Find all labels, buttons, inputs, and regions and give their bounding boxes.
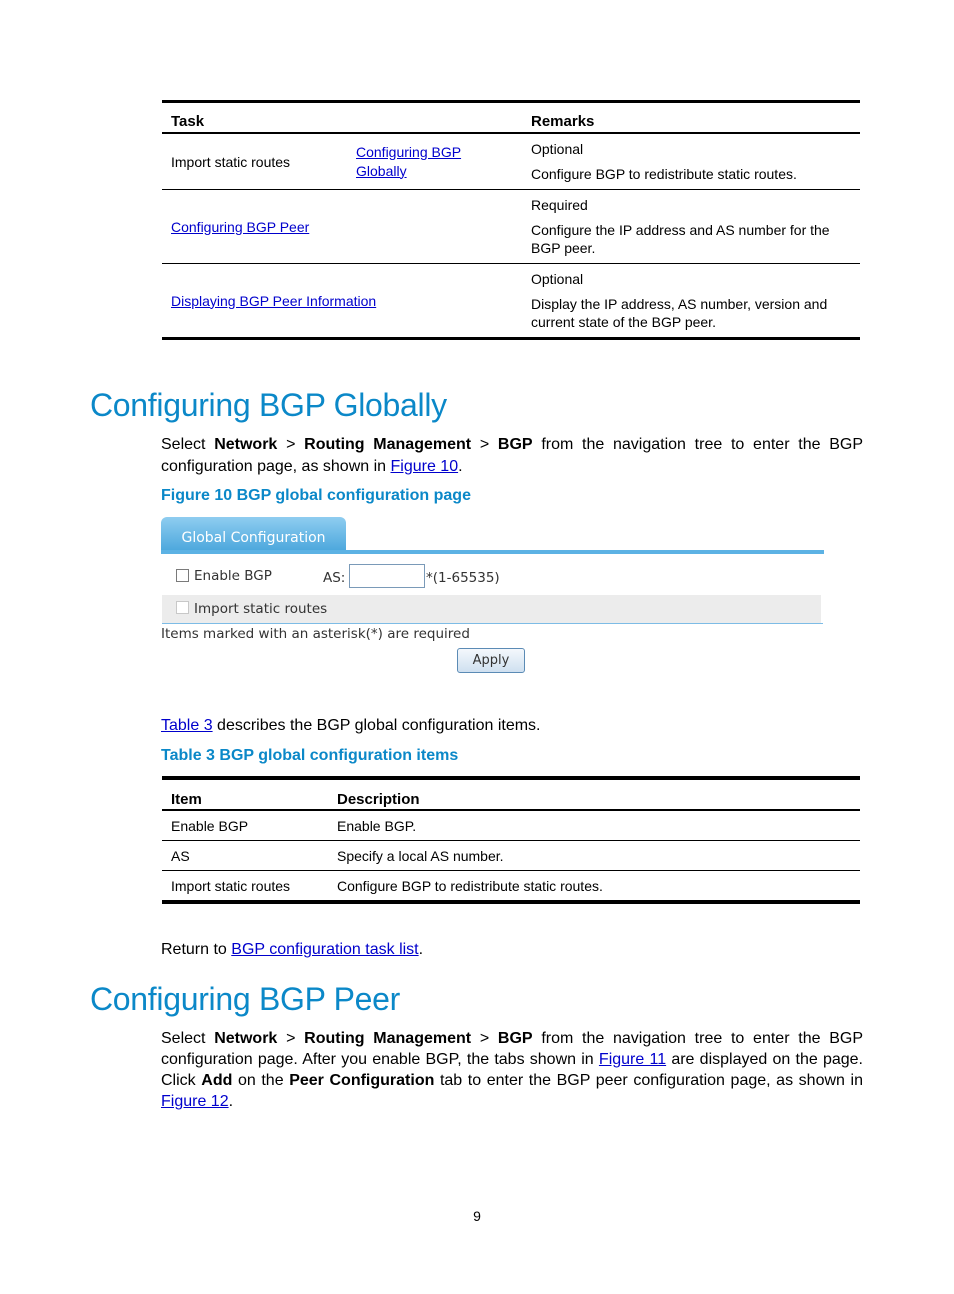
text: . — [228, 1093, 234, 1110]
figure-10-link[interactable]: Figure 10 — [390, 458, 459, 475]
nav-bgp: BGP — [497, 1030, 533, 1047]
text: from the navigation tree to enter the BGP configuration page. After you enable BGP, the tabs shown in — [161, 1030, 863, 1068]
remark-text: Display the IP address, AS number, version and current state of the BGP peer. — [531, 296, 828, 330]
required-note: Items marked with an asterisk(*) are required — [161, 626, 470, 642]
item-header: Item — [171, 790, 202, 808]
remarks-header: Remarks — [531, 112, 595, 130]
displaying-bgp-peer-information-link[interactable]: Displaying BGP Peer Information — [171, 292, 377, 309]
task-link-cell — [162, 190, 522, 264]
text: describes the BGP global configuration items. — [217, 717, 541, 734]
table-row — [162, 810, 860, 841]
configuring-bgp-peer-link[interactable]: Configuring BGP Peer — [171, 218, 310, 235]
text: Return to — [161, 941, 227, 958]
item-cell: Import static routes — [171, 877, 291, 894]
task-link-cell — [347, 133, 522, 190]
table-row — [162, 841, 860, 871]
items-table-header — [162, 778, 860, 810]
return-paragraph — [161, 939, 863, 961]
nav-routing-management: Routing Management — [304, 436, 472, 453]
description-cell: Specify a local AS number. — [337, 847, 504, 864]
nav-network: Network — [214, 436, 278, 453]
section1-intro-paragraph — [161, 434, 863, 478]
remarks-cell — [522, 264, 860, 339]
text: Select — [161, 1030, 206, 1047]
remarks-cell — [522, 190, 860, 264]
as-label: AS: — [323, 570, 346, 586]
nav-separator: > — [286, 1030, 296, 1047]
import-static-routes-checkbox[interactable] — [176, 601, 189, 614]
text: . — [418, 941, 424, 958]
table-3-link[interactable]: Table 3 — [161, 717, 213, 734]
enable-bgp-checkbox[interactable] — [176, 569, 189, 582]
remark-text: Configure BGP to redistribute static routes. — [531, 166, 797, 182]
apply-button[interactable]: Apply — [457, 648, 525, 673]
bgp-global-items-table — [162, 776, 860, 904]
item-cell: Enable BGP — [171, 817, 249, 834]
enable-bgp-label: Enable BGP — [194, 568, 272, 584]
figure-12-link[interactable]: Figure 12 — [161, 1093, 229, 1110]
remark-text: Configure the IP address and AS number for the BGP peer. — [531, 222, 830, 256]
import-static-routes-label: Import static routes — [194, 601, 328, 617]
description-cell: Enable BGP. — [337, 817, 417, 834]
as-input[interactable] — [349, 564, 425, 588]
description-header: Description — [337, 790, 420, 808]
table-ref-paragraph — [161, 715, 863, 737]
figure-caption: Figure 10 BGP global configuration page — [161, 487, 471, 504]
table-row — [162, 190, 860, 264]
tab-underline — [161, 550, 824, 554]
peer-configuration-label: Peer Configuration — [289, 1072, 435, 1089]
table-row — [162, 264, 860, 339]
remark-status: Required — [531, 197, 588, 213]
text: on the — [237, 1072, 284, 1089]
add-label: Add — [201, 1072, 233, 1089]
item-cell: AS — [171, 847, 190, 864]
figure-11-link[interactable]: Figure 11 — [598, 1051, 667, 1068]
configuring-bgp-globally-link[interactable]: Configuring BGP Globally — [356, 143, 462, 179]
nav-bgp: BGP — [497, 436, 533, 453]
remark-status: Optional — [531, 141, 584, 157]
nav-routing-management: Routing Management — [304, 1030, 472, 1047]
remark-status: Optional — [531, 271, 584, 287]
nav-separator: > — [479, 436, 490, 453]
nav-separator: > — [479, 1030, 490, 1047]
as-range-hint: *(1-65535) — [426, 570, 500, 586]
remarks-cell — [522, 133, 860, 190]
table-row — [162, 133, 860, 190]
bgp-task-list-link[interactable]: BGP configuration task list — [231, 941, 419, 958]
nav-separator: > — [286, 436, 296, 453]
text: Select — [161, 436, 206, 453]
description-cell: Configure BGP to redistribute static routes. — [337, 877, 603, 894]
table-row — [162, 871, 860, 903]
page-number: 9 — [473, 1208, 481, 1224]
enable-bgp-row — [160, 561, 823, 593]
form-divider — [162, 623, 823, 624]
task-link-cell — [162, 264, 522, 339]
bgp-global-config-figure — [160, 517, 826, 677]
text: . — [458, 458, 463, 475]
text: tab to enter the BGP peer configuration page, as shown in — [439, 1072, 863, 1089]
task-header: Task — [171, 112, 205, 130]
section-heading-bgp-globally: Configuring BGP Globally — [90, 387, 447, 423]
import-static-routes-row — [162, 595, 821, 623]
text: are displayed on the page. Click — [161, 1051, 863, 1089]
table-caption: Table 3 BGP global configuration items — [161, 747, 459, 764]
task-table — [162, 100, 860, 340]
text: from the navigation tree to enter the BGP configuration page, as shown in — [161, 436, 863, 475]
nav-network: Network — [214, 1030, 278, 1047]
section-heading-bgp-peer: Configuring BGP Peer — [90, 981, 401, 1017]
section2-intro-paragraph — [161, 1028, 863, 1112]
task-cell: Import static routes — [171, 153, 291, 170]
tab-global-configuration[interactable]: Global Configuration — [161, 517, 346, 552]
task-table-header — [162, 102, 860, 134]
